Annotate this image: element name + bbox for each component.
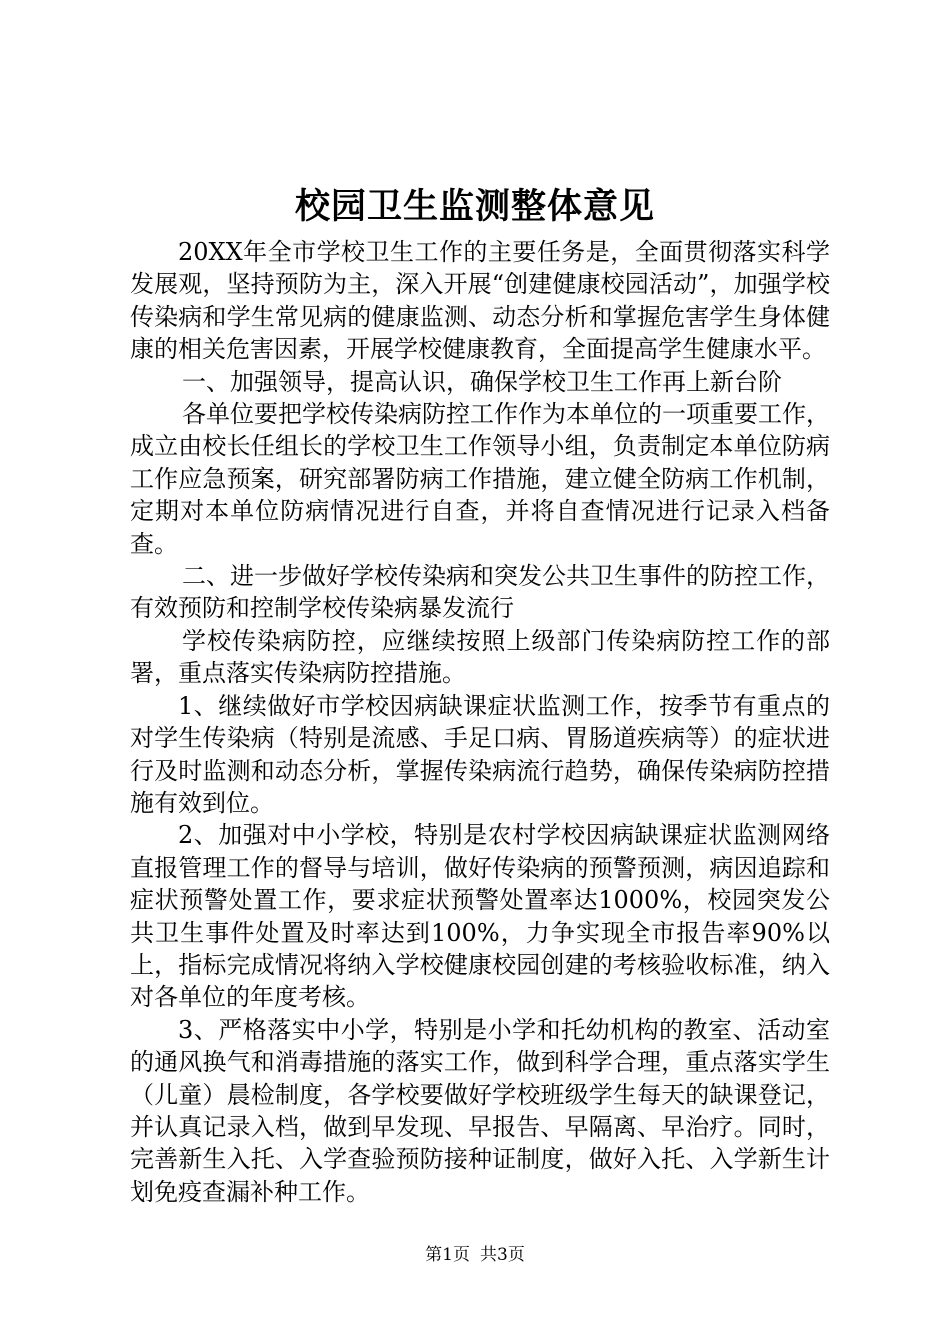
document-title: 校园卫生监测整体意见	[294, 186, 655, 227]
paragraph-item-1: 1、继续做好市学校因病缺课症状监测工作，按季节有重点的对学生传染病（特别是流感、手足口病、胃肠道疾病等）的症状进行及时监测和动态分析，掌握传染病流行趋势，确保传染病防控措施有效到位。	[130, 691, 830, 817]
page-footer	[0, 1243, 950, 1267]
paragraph-section-2: 学校传染病防控，应继续按照上级部门传染病防控工作的部署，重点落实传染病防控措施。	[130, 626, 830, 688]
paragraph-item-3: 3、严格落实中小学，特别是小学和托幼机构的教室、活动室的通风换气和消毒措施的落实工作，做到科学合理，重点落实学生（儿童）晨检制度，各学校要做好学校班级学生每天的缺课登记，并认真记录入档，做到早发现、早报告、早隔离、早治疗。同时，完善新生入托、入学查验预防接种证制度，做好入托、入学新生计划免疫查漏补种工作。	[130, 1015, 830, 1206]
page-total: 共3页	[480, 1245, 525, 1265]
paragraph-item-2: 2、加强对中小学校，特别是农村学校因病缺课症状监测网络直报管理工作的督导与培训，做好传染病的预警预测，病因追踪和症状预警处置工作，要求症状预警处置率达1000%，校园突发公共卫生事件处置及时率达到100%，力争实现全市报告率90%以上，指标完成情况将纳入学校健康校园创建的考核验收标准，纳入对各单位的年度考核。	[130, 821, 830, 1012]
section-heading-2: 二、进一步做好学校传染病和突发公共卫生事件的防控工作，有效预防和控制学校传染病暴发流行	[130, 562, 830, 623]
paragraph-intro: 20XX年全市学校卫生工作的主要任务是，全面贯彻落实科学发展观，坚持预防为主，深入开展“创建健康校园活动”，加强学校传染病和学生常见病的健康监测、动态分析和掌握危害学生身体健康的相关危害因素，开展学校健康教育，全面提高学生健康水平。	[130, 238, 830, 364]
document-body	[130, 236, 830, 1208]
paragraph-section-1: 各单位要把学校传染病防控工作作为本单位的一项重要工作，成立由校长任组长的学校卫生工作领导小组，负责制定本单位防病工作应急预案，研究部署防病工作措施，建立健全防病工作机制，定期对本单位防病情况进行自查，并将自查情况进行记录入档备查。	[130, 400, 830, 558]
section-heading-1: 一、加强领导，提高认识，确保学校卫生工作再上新台阶	[182, 367, 782, 396]
page-number: 第1页	[425, 1245, 470, 1265]
